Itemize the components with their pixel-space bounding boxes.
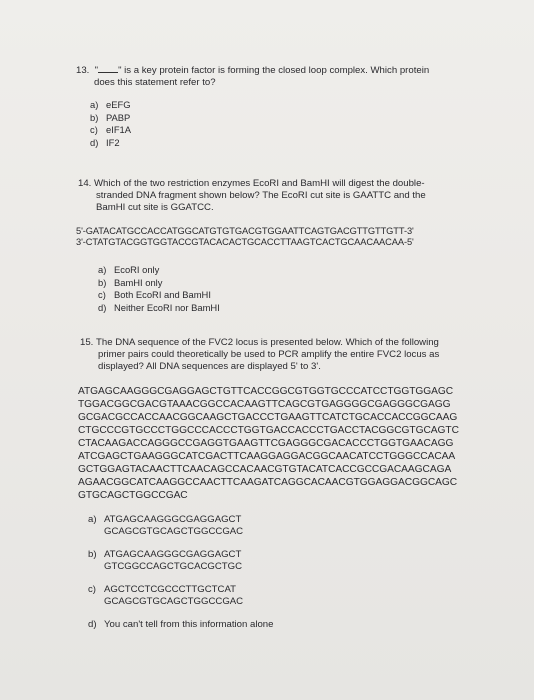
question-13-stem-rest: " is a key protein factor is forming the closed loop complex. Which protein [118, 65, 430, 76]
sequence-line: ATCGAGCTGAAGGGCATCGACTTCAAGGAGGACGGCAACATCCTGGGCCACAA [78, 451, 456, 462]
question-15-option-a[interactable]: a) ATGAGCAAGGGCGAGGAGCT GCAGCGTGCAGCTGGCCGAC [88, 514, 244, 537]
question-14-options [98, 264, 498, 313]
question-14-stem-line2: stranded DNA fragment shown below? The EcoRI cut site is GAATTC and the [96, 190, 426, 201]
question-15 [80, 337, 500, 642]
question-15-option-c[interactable]: c) AGCTCCTCGCCCTTGCTCAT GCAGCGTGCAGCTGGCCGAC [88, 584, 244, 607]
dna-top-strand: 5'-GATACATGCCACCATGGCATGTGTGACGTGGAATTCAGTGACGTTGTTGTT-3' [76, 226, 414, 236]
question-14-option-c[interactable]: c) Both EcoRI and BamHI [98, 289, 211, 300]
sequence-line: AGAACGGCATCAAGGCCAACTTCAAGATCAGGCACAACGTGGAGGACGGCAGC [78, 477, 458, 488]
question-14 [78, 178, 498, 314]
question-14-stem-line1: 14. Which of the two restriction enzymes EcoRI and BamHI will digest the double- [78, 178, 425, 189]
question-15-stem-line2: primer pairs could theoretically be used to PCR amplify the entire FVC2 locus as [98, 349, 440, 360]
dna-fragment [76, 226, 498, 248]
question-13-option-a[interactable]: a) eEFG [90, 99, 131, 110]
dna-bottom-strand: 3'-CTATGTACGGTGGTACCGTACACACTGCACCTTAAGTCACTGCAACAACAA-5' [76, 237, 414, 247]
question-14-number: 14. [78, 178, 92, 189]
question-13-options [90, 99, 496, 148]
question-14-stem-line3: BamHI cut site is GGATCC. [96, 202, 214, 213]
sequence-line: GCGACGCCACCAACGGCAAGCTGACCCTGAAGTTCATCTGCACCACCGGCAAG [78, 412, 458, 423]
question-14-option-b[interactable]: b) BamHI only [98, 276, 163, 288]
question-13-stem [76, 64, 496, 77]
answer-blank [98, 64, 118, 73]
question-15-number: 15. [80, 337, 94, 348]
sequence-line: GTGCAGCTGGCCGAC [78, 490, 188, 501]
sequence-line: GCTGGAGTACAACTTCAACAGCCACAACGTGTACATCACCGCCGACAAGCAGA [78, 464, 452, 475]
question-13-number: 13. [76, 65, 90, 76]
question-15-options [88, 514, 500, 631]
question-13-option-d[interactable]: d) IF2 [90, 136, 120, 148]
question-15-stem-line1: 15. The DNA sequence of the FVC2 locus is presented below. Which of the following [80, 337, 439, 348]
question-14-option-a[interactable]: a) EcoRI only [98, 264, 160, 275]
question-14-option-d[interactable]: d) Neither EcoRI nor BamHI [98, 301, 220, 313]
sequence-line: ATGAGCAAGGGCGAGGAGCTGTTCACCGGCGTGGTGCCCATCCTGGTGGAGC [78, 386, 454, 397]
question-13-option-c[interactable]: c) eIF1A [90, 124, 132, 135]
question-13 [76, 64, 496, 149]
sequence-line: CTACAAGACCAGGGCCGAGGTGAAGTTCGAGGGCGACACCCTGGTGAACAGG [78, 438, 454, 449]
fvc2-sequence [78, 385, 500, 502]
question-13-quote-open: " [94, 65, 99, 76]
question-15-option-d[interactable]: d) You can't tell from this information alone [88, 619, 274, 630]
sequence-line: CTGCCCGTGCCCTGGCCCACCCTGGTGACCACCCTGACCTACGGCGTGCAGTC [78, 425, 459, 436]
question-13-option-b[interactable]: b) PABP [90, 111, 131, 123]
question-15-option-b[interactable]: b) ATGAGCAAGGGCGAGGAGCT GTCGGCCAGCTGCACGCTGC [88, 549, 243, 572]
question-13-stem-line2: does this statement refer to? [94, 77, 216, 88]
question-15-stem-line3: displayed? All DNA sequences are displayed 5' to 3'. [98, 361, 321, 372]
sequence-line: TGGACGGCGACGTAAACGGCCACAAGTTCAGCGTGAGGGGCGAGGGCGAGG [78, 399, 451, 410]
